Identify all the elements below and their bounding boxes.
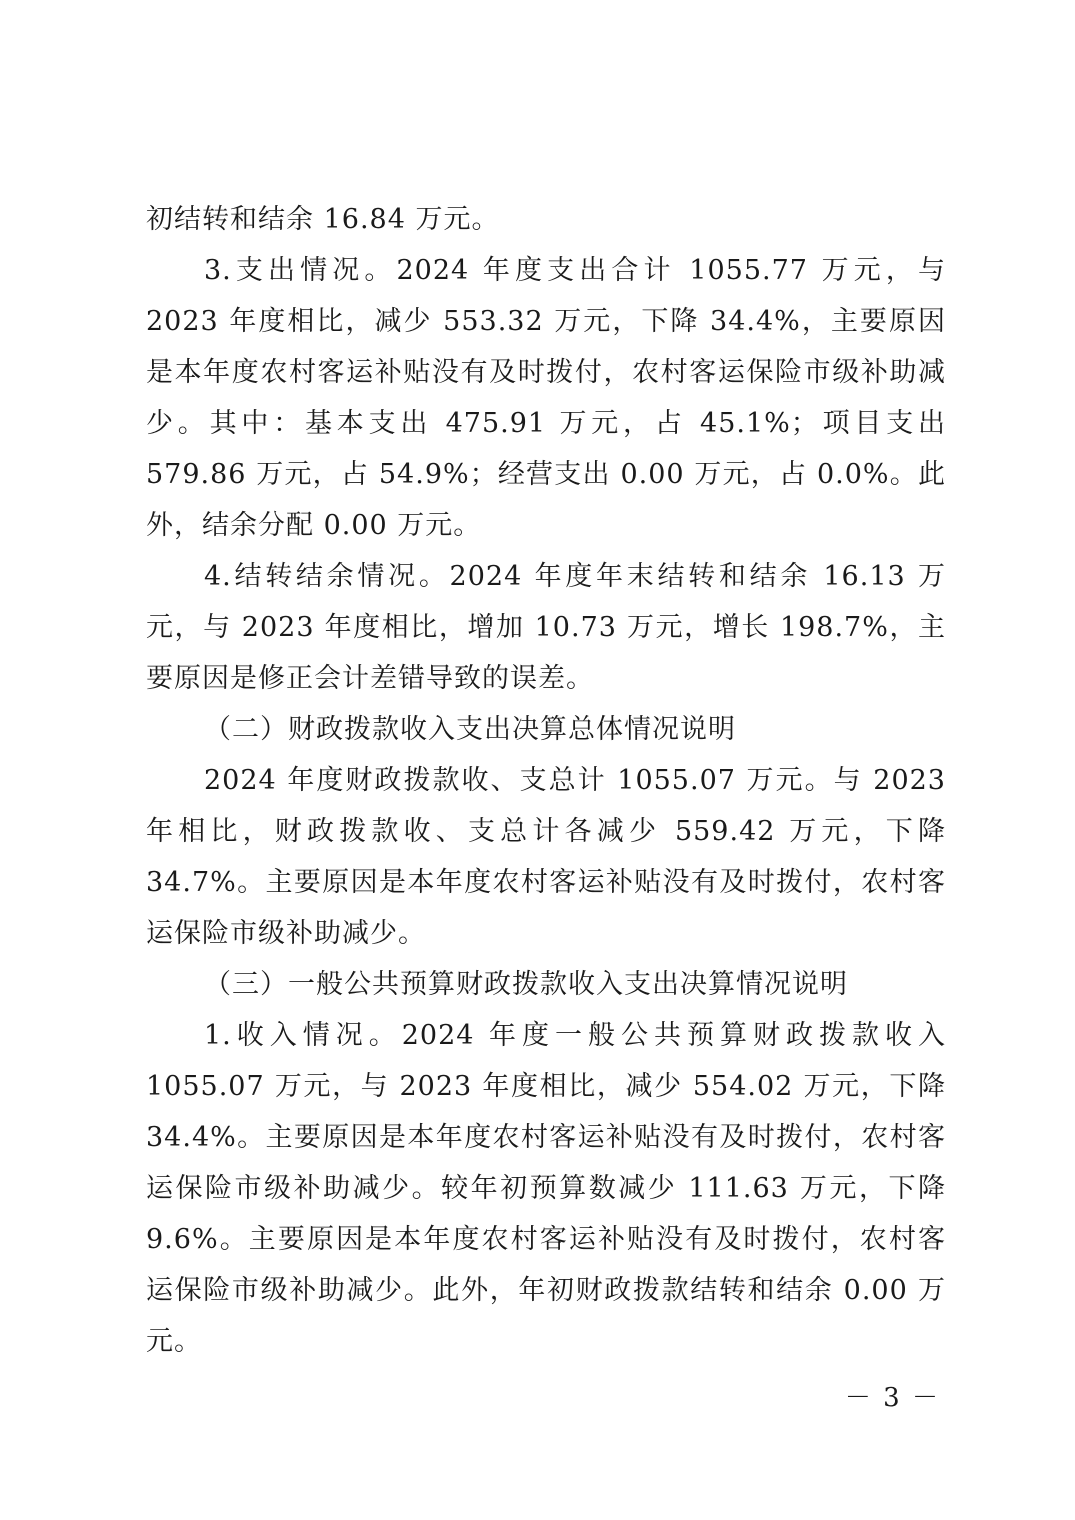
paragraph-carryover-balance: 4.结转结余情况。2024 年度年末结转和结余 16.13 万元，与 2023 年度相比，增加 10.73 万元，增长 198.7%，主要原因是修正会计差错导致的误差。: [146, 561, 946, 694]
document-body: [146, 194, 946, 1367]
paragraph-fiscal-overall: 2024 年度财政拨款收、支总计 1055.07 万元。与 2023 年相比，财政拨款收、支总计各减少 559.42 万元，下降 34.7%。主要原因是本年度农村客运补贴没有及时拨付，农村客运保险市级补助减少。: [146, 765, 946, 949]
paragraph-general-budget-income: 1.收入情况。2024 年度一般公共预算财政拨款收入 1055.07 万元，与 2023 年度相比，减少 554.02 万元，下降 34.4%。主要原因是本年度农村客运补贴没有及时拨付，农村客运保险市级补助减少。较年初预算数减少 111.63 万元，下降 9.6%。主要原因是本年度农村客运补贴没有及时拨付，农村客运保险市级补助减少。此外，年初财政拨款结转和结余 0.00 万元。: [146, 1020, 946, 1357]
page-number: － 3 －: [844, 1383, 940, 1413]
paragraph-expenditure: 3.支出情况。2024 年度支出合计 1055.77 万元，与 2023 年度相比，减少 553.32 万元，下降 34.4%，主要原因是本年度农村客运补贴没有及时拨付，农村客运保险市级补助减少。其中：基本支出 475.91 万元，占 45.1%；项目支出 579.86 万元，占 54.9%；经营支出 0.00 万元，占 0.0%。此外，结余分配 0.00 万元。: [146, 255, 946, 541]
paragraph-carryover: 初结转和结余 16.84 万元。: [146, 204, 500, 235]
section-heading-general-budget: （三）一般公共预算财政拨款收入支出决算情况说明: [204, 969, 848, 1000]
section-heading-fiscal-overall: （二）财政拨款收入支出决算总体情况说明: [204, 714, 736, 745]
